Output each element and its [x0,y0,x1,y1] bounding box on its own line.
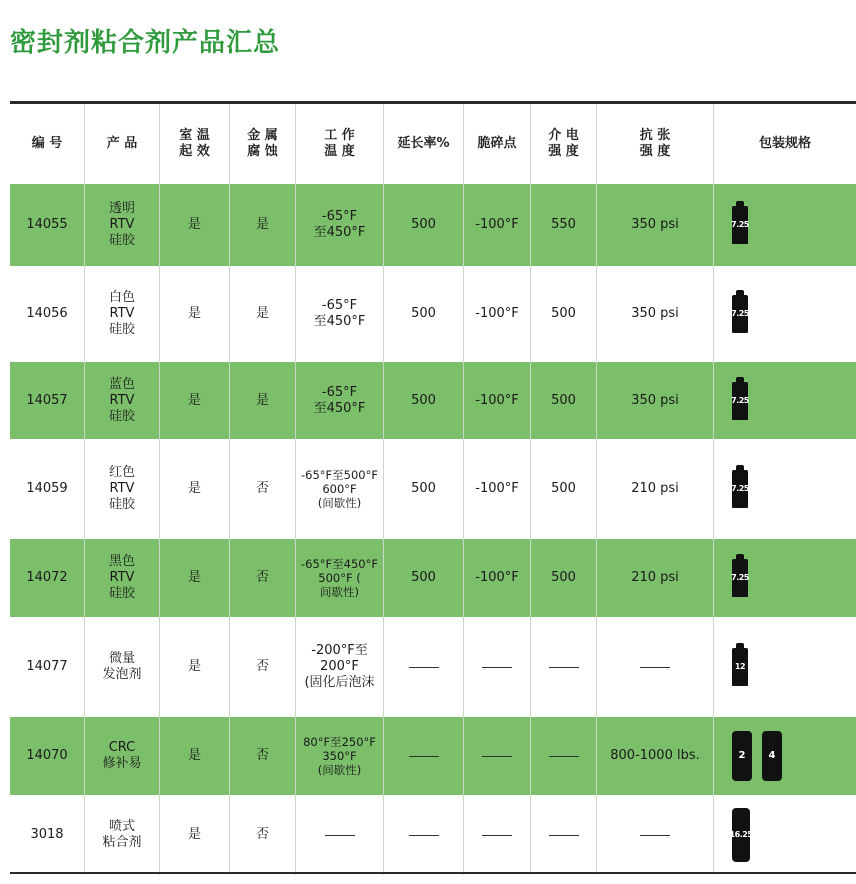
page-title: 密封剂粘合剂产品汇总 [10,28,281,58]
text-line: 硅胶 [108,586,135,601]
cell-id [10,266,85,362]
text-line: 延长率% [397,136,450,151]
cell-product [85,362,160,439]
empty-dash [409,667,439,668]
text-line: 蓝色 [108,376,135,392]
text-line: 介 电 [548,128,579,143]
text-line: 编 号 [31,136,63,151]
cell-value: 500 [411,217,436,232]
cell-brittle-point [464,717,531,795]
cell-value: -100°F [475,570,519,585]
cell-product [85,439,160,539]
cell-brittle-point [464,184,531,266]
cell-elongation [384,617,464,717]
package-size-label: 7.25 [731,395,749,405]
text-line: -65°F [321,384,358,400]
cell-value: 550 [551,217,576,232]
text-line: 硅胶 [108,233,135,248]
cell-value: 350 psi [631,392,679,408]
cell-value: 500 [411,306,436,321]
cell-metal-corrosion [230,717,296,795]
text-line: -200°F至200°F [311,643,368,674]
cell-work-temp [296,362,384,439]
col-header-id [10,104,85,184]
cell-value: 是 [187,827,201,842]
container-drum-icon [729,808,753,862]
cell-work-temp [296,795,384,875]
package-size-label: 12 [734,662,746,671]
cell-value: 210 psi [631,570,679,585]
cell-value: 否 [255,827,269,842]
cell-brittle-point [464,362,531,439]
empty-dash [549,667,579,668]
cell-value: 14077 [26,659,68,674]
cell-brittle-point [464,266,531,362]
cell-packaging [714,617,856,717]
package-size-label: 4 [768,750,776,761]
text-line: 发泡剂 [102,667,142,682]
text-line: 金 属 [247,128,278,143]
col-header-brittle-point [464,104,531,184]
cell-product [85,717,160,795]
cell-value: 14072 [26,570,68,585]
text-line: 至450°F [313,314,366,329]
text-line: (固化后泡沫 [304,675,375,690]
cell-packaging [714,795,856,875]
cell-tensile [597,362,714,439]
cell-brittle-point [464,439,531,539]
cell-elongation [384,266,464,362]
cell-id [10,439,85,539]
cell-tensile [597,184,714,266]
cell-work-temp [296,717,384,795]
sealant-can-icon [732,648,748,686]
cell-value: 是 [255,306,269,321]
cell-id [10,362,85,439]
cell-rt-cure [160,184,230,266]
text-line: 工 作 [324,128,355,143]
sealant-can-icon [732,382,748,420]
bottom-rule [10,872,856,874]
product-table [10,104,856,875]
text-line: RTV [109,392,135,408]
cell-elongation [384,717,464,795]
text-line: 600°F [322,482,357,496]
sealant-can-icon [732,559,748,597]
text-line: 抗 张 [639,128,671,143]
cell-rt-cure [160,266,230,362]
cell-value: 350 psi [631,217,679,232]
cell-value: 500 [551,570,576,585]
cell-value: 3018 [30,827,64,842]
text-line: -65°F [321,209,358,224]
cell-packaging [714,184,856,266]
package-size-label: 7.25 [731,573,749,582]
cell-tensile [597,266,714,362]
cell-brittle-point [464,539,531,617]
cell-work-temp [296,539,384,617]
cell-value: 否 [255,659,269,674]
text-line: RTV [109,570,135,585]
empty-dash [549,756,579,757]
cell-dielectric [531,266,597,362]
cell-product [85,795,160,875]
col-header-work-temp [296,104,384,184]
text-line: (间歇性) [317,496,362,510]
package-size-label: 7.25 [731,220,749,229]
text-line: (间歇性) [317,763,362,777]
cell-value: 500 [411,392,436,408]
text-line: 间歇性) [320,585,359,599]
cell-value: -100°F [475,392,519,408]
sealant-can-icon [732,470,748,508]
cell-value: 是 [187,570,201,585]
cell-value: 否 [255,570,269,585]
package-size-label: 16.25 [729,830,753,839]
sealant-can-icon [732,295,748,333]
text-line: 硅胶 [108,322,135,337]
cell-value: 是 [187,481,201,496]
text-line: 500°F ( [318,571,361,585]
text-line: 白色 [108,290,135,305]
cell-value: 是 [255,217,269,232]
empty-dash [640,835,670,836]
text-line: 黑色 [108,554,135,569]
cell-metal-corrosion [230,266,296,362]
text-line: RTV [109,306,135,321]
cell-rt-cure [160,539,230,617]
text-line: 强 度 [639,144,671,159]
cell-dielectric [531,795,597,875]
cell-value: -100°F [475,306,519,321]
cell-metal-corrosion [230,795,296,875]
cell-product [85,539,160,617]
text-line: RTV [109,217,135,232]
cell-dielectric [531,184,597,266]
cell-value: 14056 [26,306,68,321]
cell-tensile [597,795,714,875]
col-header-rt-cure [160,104,230,184]
text-line: 粘合剂 [102,835,142,850]
text-line: CRC [108,740,136,755]
sealant-can-icon [732,206,748,244]
text-line: 包装规格 [758,136,811,151]
cell-rt-cure [160,439,230,539]
container-drum-icon [762,731,782,781]
empty-dash [325,835,355,836]
cell-value: 是 [187,217,201,232]
empty-dash [549,835,579,836]
cell-elongation [384,539,464,617]
cell-id [10,184,85,266]
cell-value: 是 [187,659,201,674]
text-line: -65°F至450°F [301,557,378,571]
cell-value: 14055 [26,217,68,232]
cell-packaging [714,539,856,617]
cell-value: 500 [411,481,436,496]
cell-work-temp [296,439,384,539]
cell-value: 是 [187,306,201,321]
cell-tensile [597,439,714,539]
cell-rt-cure [160,795,230,875]
cell-tensile [597,717,714,795]
cell-metal-corrosion [230,362,296,439]
cell-value: 否 [255,481,269,496]
cell-metal-corrosion [230,617,296,717]
cell-id [10,795,85,875]
cell-id [10,539,85,617]
cell-brittle-point [464,617,531,717]
empty-dash [409,835,439,836]
package-size-label: 7.25 [731,309,749,318]
cell-id [10,617,85,717]
text-line: 喷式 [108,819,135,834]
col-header-product [85,104,160,184]
col-header-tensile [597,104,714,184]
cell-packaging [714,717,856,795]
cell-work-temp [296,266,384,362]
text-line: 室 温 [179,128,210,143]
cell-dielectric [531,362,597,439]
text-line: 80°F至250°F [303,735,376,749]
cell-value: 14057 [26,392,68,408]
text-line: 硅胶 [108,408,135,424]
empty-dash [640,667,670,668]
text-line: 强 度 [548,144,579,159]
cell-dielectric [531,717,597,795]
cell-value: 是 [187,748,201,763]
cell-value: 500 [551,392,576,408]
cell-metal-corrosion [230,539,296,617]
col-header-packaging [714,104,856,184]
cell-value: 500 [551,481,576,496]
cell-rt-cure [160,617,230,717]
col-header-dielectric [531,104,597,184]
cell-value: 210 psi [631,481,679,496]
cell-dielectric [531,439,597,539]
cell-packaging [714,362,856,439]
text-line: 350°F [322,749,357,763]
cell-value: 14070 [26,748,68,763]
cell-value: 是 [255,392,269,408]
cell-tensile [597,539,714,617]
cell-value: 500 [551,306,576,321]
cell-value: -100°F [475,217,519,232]
text-line: 微量 [108,651,135,666]
col-header-elongation [384,104,464,184]
cell-value: 500 [411,570,436,585]
text-line: 产 品 [106,136,138,151]
package-size-label: 2 [738,750,746,761]
text-line: 硅胶 [108,497,135,512]
text-line: 起 效 [179,144,210,159]
cell-value: 14059 [26,481,68,496]
text-line: 至450°F [313,400,366,416]
cell-dielectric [531,539,597,617]
cell-product [85,266,160,362]
container-drum-icon [732,731,752,781]
empty-dash [482,835,512,836]
text-line: 修补易 [102,756,142,771]
cell-work-temp [296,617,384,717]
cell-packaging [714,439,856,539]
cell-value: 350 psi [631,306,679,321]
cell-value: 是 [187,392,201,408]
package-size-label: 7.25 [731,484,749,493]
cell-elongation [384,362,464,439]
empty-dash [409,756,439,757]
cell-metal-corrosion [230,439,296,539]
cell-elongation [384,184,464,266]
cell-id [10,717,85,795]
cell-elongation [384,439,464,539]
cell-dielectric [531,617,597,717]
cell-value: 否 [255,748,269,763]
cell-value: 800-1000 lbs. [610,748,700,763]
cell-elongation [384,795,464,875]
text-line: 脆碎点 [477,136,517,151]
cell-rt-cure [160,362,230,439]
text-line: RTV [109,481,135,496]
text-line: 腐 蚀 [247,144,278,159]
cell-value: -100°F [475,481,519,496]
text-line: 至450°F [313,225,366,240]
cell-work-temp [296,184,384,266]
cell-tensile [597,617,714,717]
col-header-metal-corrosion [230,104,296,184]
empty-dash [482,667,512,668]
text-line: -65°F [321,298,358,313]
cell-brittle-point [464,795,531,875]
text-line: 红色 [108,465,135,480]
text-line: 温 度 [324,144,355,159]
text-line: -65°F至500°F [301,468,378,482]
text-line: 透明 [108,201,135,216]
cell-metal-corrosion [230,184,296,266]
cell-product [85,617,160,717]
empty-dash [482,756,512,757]
cell-product [85,184,160,266]
cell-packaging [714,266,856,362]
cell-rt-cure [160,717,230,795]
